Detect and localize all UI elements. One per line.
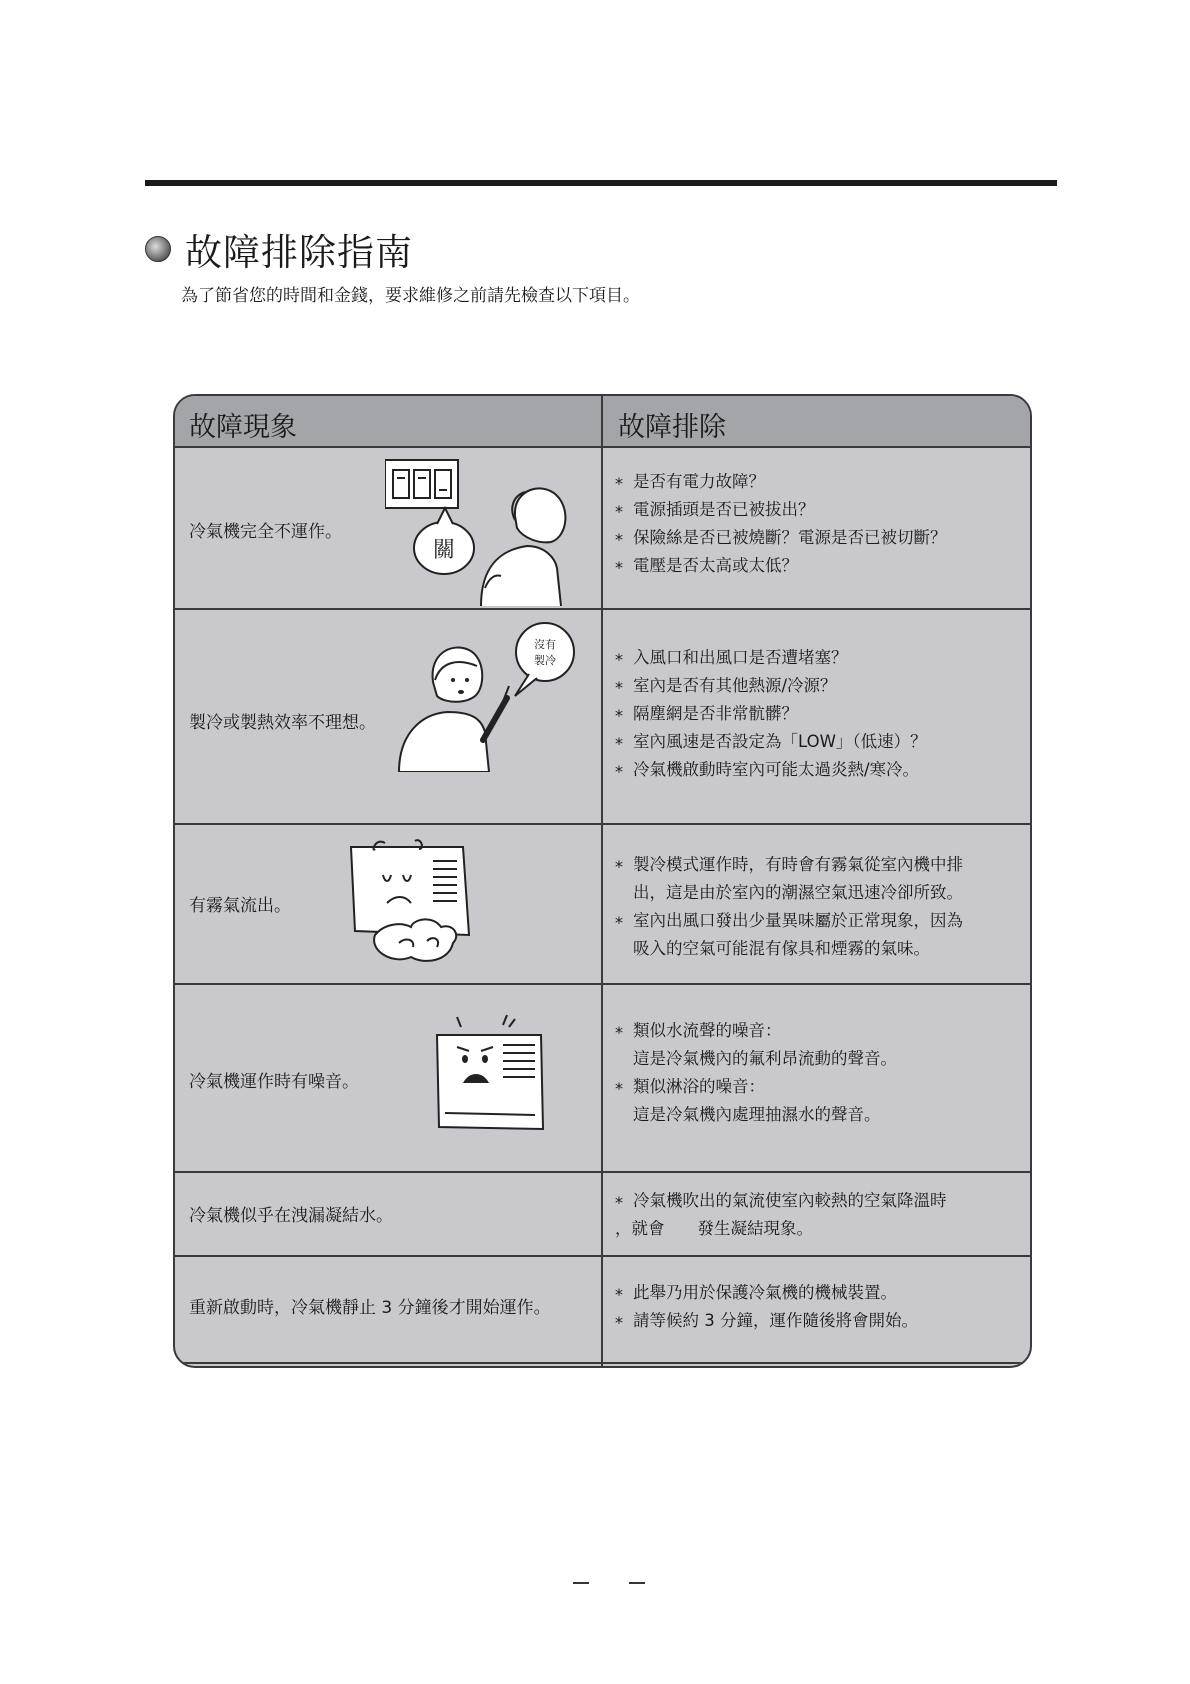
- fix-item-continued: 吸入的空氣可能混有傢具和煙霧的氣味。: [633, 939, 930, 958]
- dash-left: [573, 1582, 589, 1584]
- symptom-text: 冷氣機似乎在洩漏凝結水。: [189, 1206, 393, 1226]
- header-fix: 故障排除: [618, 412, 726, 443]
- fix-item: * 室內風速是否設定為「LOW」（低速）？: [615, 728, 1010, 756]
- fix-item: * 製冷模式運作時，有時會有霧氣從室內機中排: [615, 851, 1010, 879]
- troubleshooting-table: [173, 394, 1032, 1368]
- fix-item: * 室內是否有其他熱源/冷源？: [615, 672, 1010, 700]
- bubble-cool-text: 製冷: [534, 654, 556, 667]
- fix-item: * 電壓是否太高或太低？: [615, 552, 1010, 580]
- page-title: 故障排除指南: [185, 231, 413, 274]
- fix-list: [615, 1017, 1010, 1129]
- title-block: [145, 222, 413, 276]
- fix-item: * 類似水流聲的噪音：: [615, 1017, 1010, 1045]
- power-off-illustration: [385, 458, 595, 606]
- mist-illustration: [345, 839, 485, 969]
- fix-list: [615, 1279, 1010, 1335]
- top-rule: [145, 180, 1057, 186]
- fix-item: * 室內出風口發出少量異味屬於正常現象，因為: [615, 907, 1010, 935]
- symptom-text: 有霧氣流出。: [189, 896, 291, 916]
- header-symptom: 故障現象: [189, 412, 297, 443]
- symptom-text: 冷氣機完全不運作。: [189, 522, 342, 542]
- symptom-text: 製冷或製熱效率不理想。: [189, 713, 376, 733]
- page-subtitle: 為了節省您的時間和金錢，要求維修之前請先檢查以下項目。: [181, 286, 640, 306]
- symptom-text: 冷氣機運作時有噪音。: [189, 1072, 359, 1092]
- bullet-icon: [145, 236, 171, 262]
- fix-list: [615, 644, 1010, 784]
- fix-item-continued: 出，這是由於室內的潮濕空氣迅速冷卻所致。: [633, 883, 963, 902]
- no-cooling-illustration: [385, 622, 585, 772]
- fix-list: [615, 1187, 1010, 1243]
- page-number-marks: [573, 1582, 645, 1584]
- column-divider: [601, 396, 603, 1366]
- fix-item: * 請等候約 3 分鐘，運作隨後將會開始。: [615, 1307, 1010, 1335]
- bubble-off-text: 關: [432, 538, 456, 563]
- fix-item: * 保險絲是否已被燒斷？電源是否已被切斷？: [615, 524, 1010, 552]
- symptom-text: 重新啟動時，冷氣機靜止 3 分鐘後才開始運作。: [189, 1298, 551, 1318]
- fix-item: * 類似淋浴的噪音：: [615, 1073, 1010, 1101]
- fix-item-continued: 這是冷氣機內處理抽濕水的聲音。: [633, 1105, 881, 1124]
- fix-item: * 此舉乃用於保護冷氣機的機械裝置。: [615, 1279, 1010, 1307]
- fix-item-continued: ，就會 發生凝結現象。: [615, 1219, 813, 1238]
- fix-item: * 是否有電力故障？: [615, 468, 1010, 496]
- fix-list: [615, 468, 1010, 580]
- bubble-no-text: 沒有: [534, 638, 556, 651]
- fix-list: [615, 851, 1010, 963]
- fix-item: * 冷氣機啟動時室內可能太過炎熱/寒冷。: [615, 756, 1010, 784]
- fix-item: * 隔塵網是否非常骯髒？: [615, 700, 1010, 728]
- fix-item: * 入風口和出風口是否遭堵塞？: [615, 644, 1010, 672]
- dash-right: [629, 1582, 645, 1584]
- fix-item: * 電源插頭是否已被拔出？: [615, 496, 1010, 524]
- noise-illustration: [435, 1013, 547, 1133]
- fix-item: * 冷氣機吹出的氣流使室內較熱的空氣降溫時: [615, 1187, 1010, 1215]
- fix-item-continued: 這是冷氣機內的氟利昂流動的聲音。: [633, 1049, 897, 1068]
